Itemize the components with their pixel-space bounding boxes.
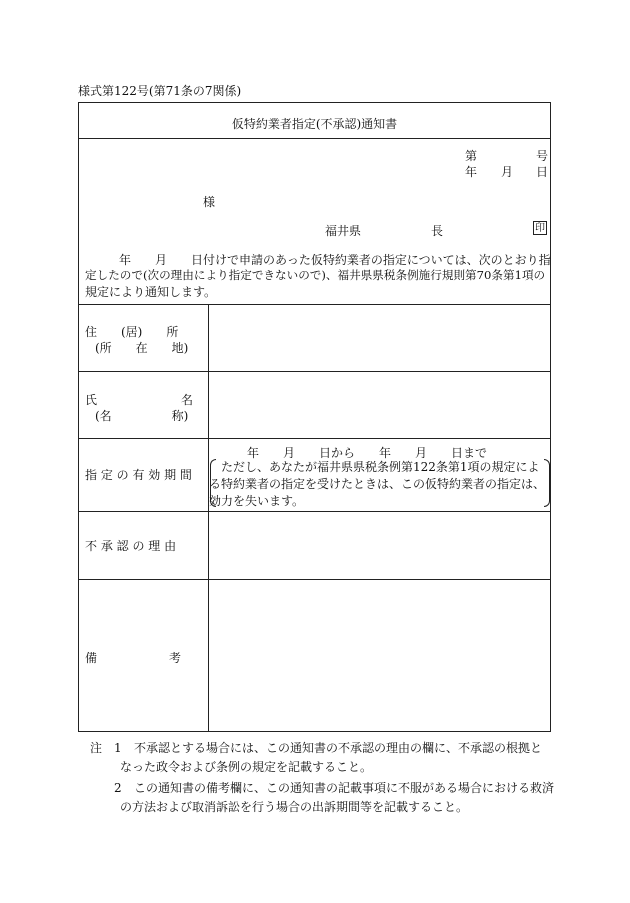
note-1-line-2: なった政令および条例の規定を記載すること。 bbox=[120, 760, 373, 774]
issuer-chief: 長 bbox=[431, 224, 444, 238]
addressee-sama: 様 bbox=[203, 195, 216, 209]
note-2-number: 2 bbox=[114, 781, 122, 795]
seal-mark: 印 bbox=[535, 223, 545, 234]
name-label: 氏 名 bbox=[85, 393, 194, 407]
notes-head: 注 bbox=[90, 741, 103, 755]
period-value: 年 月 日から 年 月 日まで bbox=[247, 446, 488, 460]
notice-form bbox=[78, 102, 551, 732]
notice-line-1: 年 月 日付けで申請のあった仮特約業者の指定については、次のとおり指 bbox=[119, 253, 551, 267]
divider bbox=[79, 371, 550, 372]
form-number: 様式第122号(第71条の7関係) bbox=[78, 84, 242, 98]
issuer-prefecture: 福井県 bbox=[325, 224, 362, 238]
note-2-line-1: この通知書の備考欄に、この通知書の記載事項に不服がある場合における救済 bbox=[134, 781, 555, 795]
date-month: 月 bbox=[501, 165, 514, 179]
address-label-alt: (所 在 地) bbox=[95, 341, 189, 355]
remarks-label: 備 考 bbox=[85, 651, 182, 665]
column-divider bbox=[208, 304, 209, 731]
proviso-text bbox=[209, 459, 547, 510]
divider bbox=[79, 304, 550, 305]
divider bbox=[79, 511, 550, 512]
divider bbox=[79, 438, 550, 439]
date-year: 年 bbox=[465, 165, 478, 179]
form-title: 仮特約業者指定(不承認)通知書 bbox=[231, 117, 398, 131]
note-1-number: 1 bbox=[114, 741, 122, 755]
reason-label: 不 承 認 の 理 由 bbox=[85, 539, 177, 553]
note-1-line-1: 不承認とする場合には、この通知書の不承認の理由の欄に、不承認の根拠と bbox=[134, 741, 543, 755]
notice-line-3: 規定により通知します。 bbox=[85, 285, 217, 299]
proviso-sentence: ただし、あなたが福井県県税条例第122条第1項の規定による特約業者の指定を受けたときは、この仮特約業者の指定は、効力を失います。 bbox=[209, 460, 546, 508]
address-label: 住 (居) 所 bbox=[85, 325, 179, 339]
divider bbox=[79, 579, 550, 580]
number-go: 号 bbox=[536, 149, 549, 163]
note-2-line-2: の方法および取消訴訟を行う場合の出訴期間等を記載すること。 bbox=[120, 800, 469, 814]
notice-line-2: 定したので(次の理由により指定できないので)、福井県県税条例施行規則第70条第1項の bbox=[85, 268, 546, 282]
number-dai: 第 bbox=[465, 149, 478, 163]
divider bbox=[79, 138, 550, 139]
name-label-alt: (名 称) bbox=[95, 409, 189, 423]
date-day: 日 bbox=[536, 165, 549, 179]
period-label: 指 定 の 有 効 期 間 bbox=[85, 468, 192, 482]
